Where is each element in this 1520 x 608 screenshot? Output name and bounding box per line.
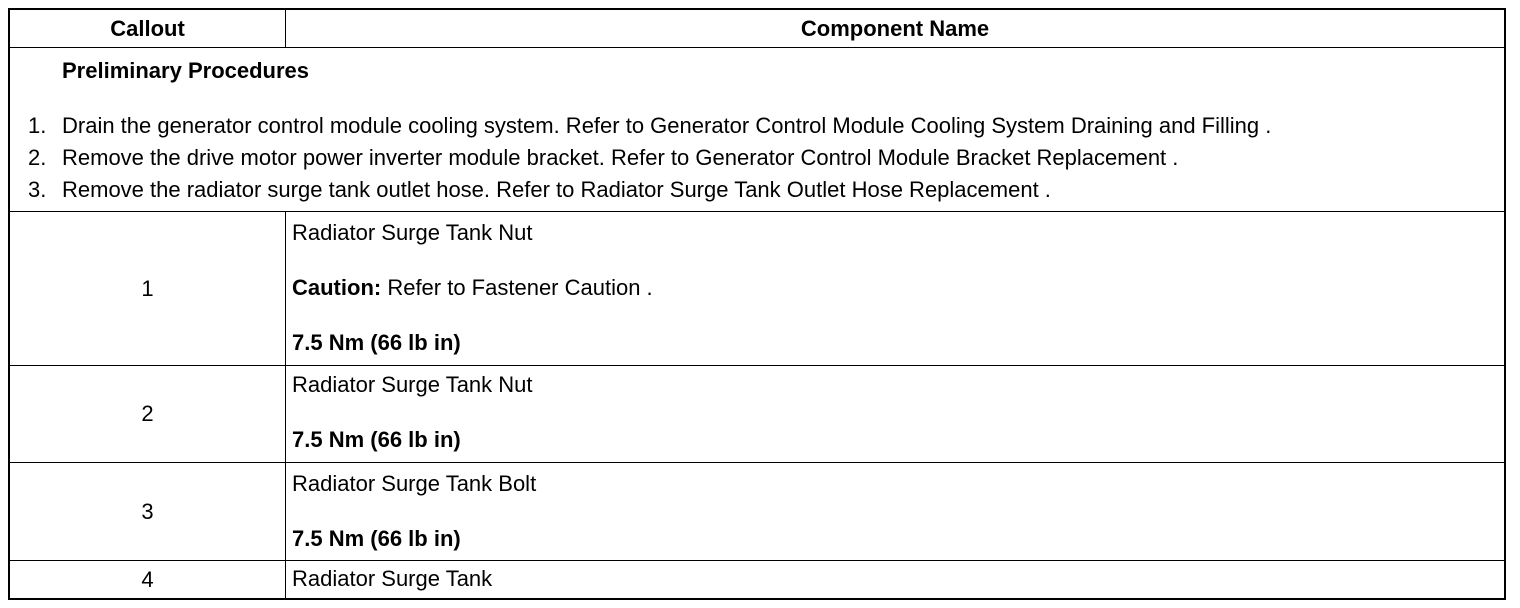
step-text: Drain the generator control module cooling system. Refer to Generator Control Module Cooling System Draining and Filling . (62, 113, 1272, 138)
component-cell (286, 212, 1504, 365)
component-cell (286, 366, 1504, 462)
table-row (10, 366, 1504, 463)
table-row (10, 463, 1504, 561)
table-header-row (10, 10, 1504, 48)
component-table (8, 8, 1506, 600)
preliminary-procedures-row (10, 48, 1504, 212)
step-number: 3. (28, 177, 47, 202)
preliminary-title: Preliminary Procedures (62, 58, 310, 83)
torque-spec: 7.5 Nm (66 lb in) (292, 526, 461, 551)
caution-note (292, 275, 653, 301)
component-name: Radiator Surge Tank Nut (292, 220, 533, 245)
preliminary-procedures (10, 48, 1504, 211)
caution-text: Refer to Fastener Caution . (381, 275, 653, 300)
torque-spec: 7.5 Nm (66 lb in) (292, 427, 461, 452)
callout-cell: 4 (10, 561, 286, 598)
component-name: Radiator Surge Tank Nut (292, 372, 533, 397)
table-row (10, 561, 1504, 598)
step-text: Remove the drive motor power inverter module bracket. Refer to Generator Control Module Bracket Replacement . (62, 145, 1179, 170)
step-number: 2. (28, 145, 47, 170)
step-number: 1. (28, 113, 47, 138)
component-name: Radiator Surge Tank (292, 566, 493, 591)
component-cell (286, 561, 1504, 598)
callout-cell: 1 (10, 212, 286, 365)
table-row (10, 212, 1504, 366)
component-name: Radiator Surge Tank Bolt (292, 471, 537, 496)
caution-label: Caution: (292, 275, 382, 300)
component-cell (286, 463, 1504, 560)
callout-cell: 2 (10, 366, 286, 462)
step-text: Remove the radiator surge tank outlet hose. Refer to Radiator Surge Tank Outlet Hose Replacement . (62, 177, 1051, 202)
callout-header: Callout (10, 10, 286, 47)
component-name-header: Component Name (800, 15, 990, 41)
torque-spec: 7.5 Nm (66 lb in) (292, 330, 461, 355)
callout-cell: 3 (10, 463, 286, 560)
